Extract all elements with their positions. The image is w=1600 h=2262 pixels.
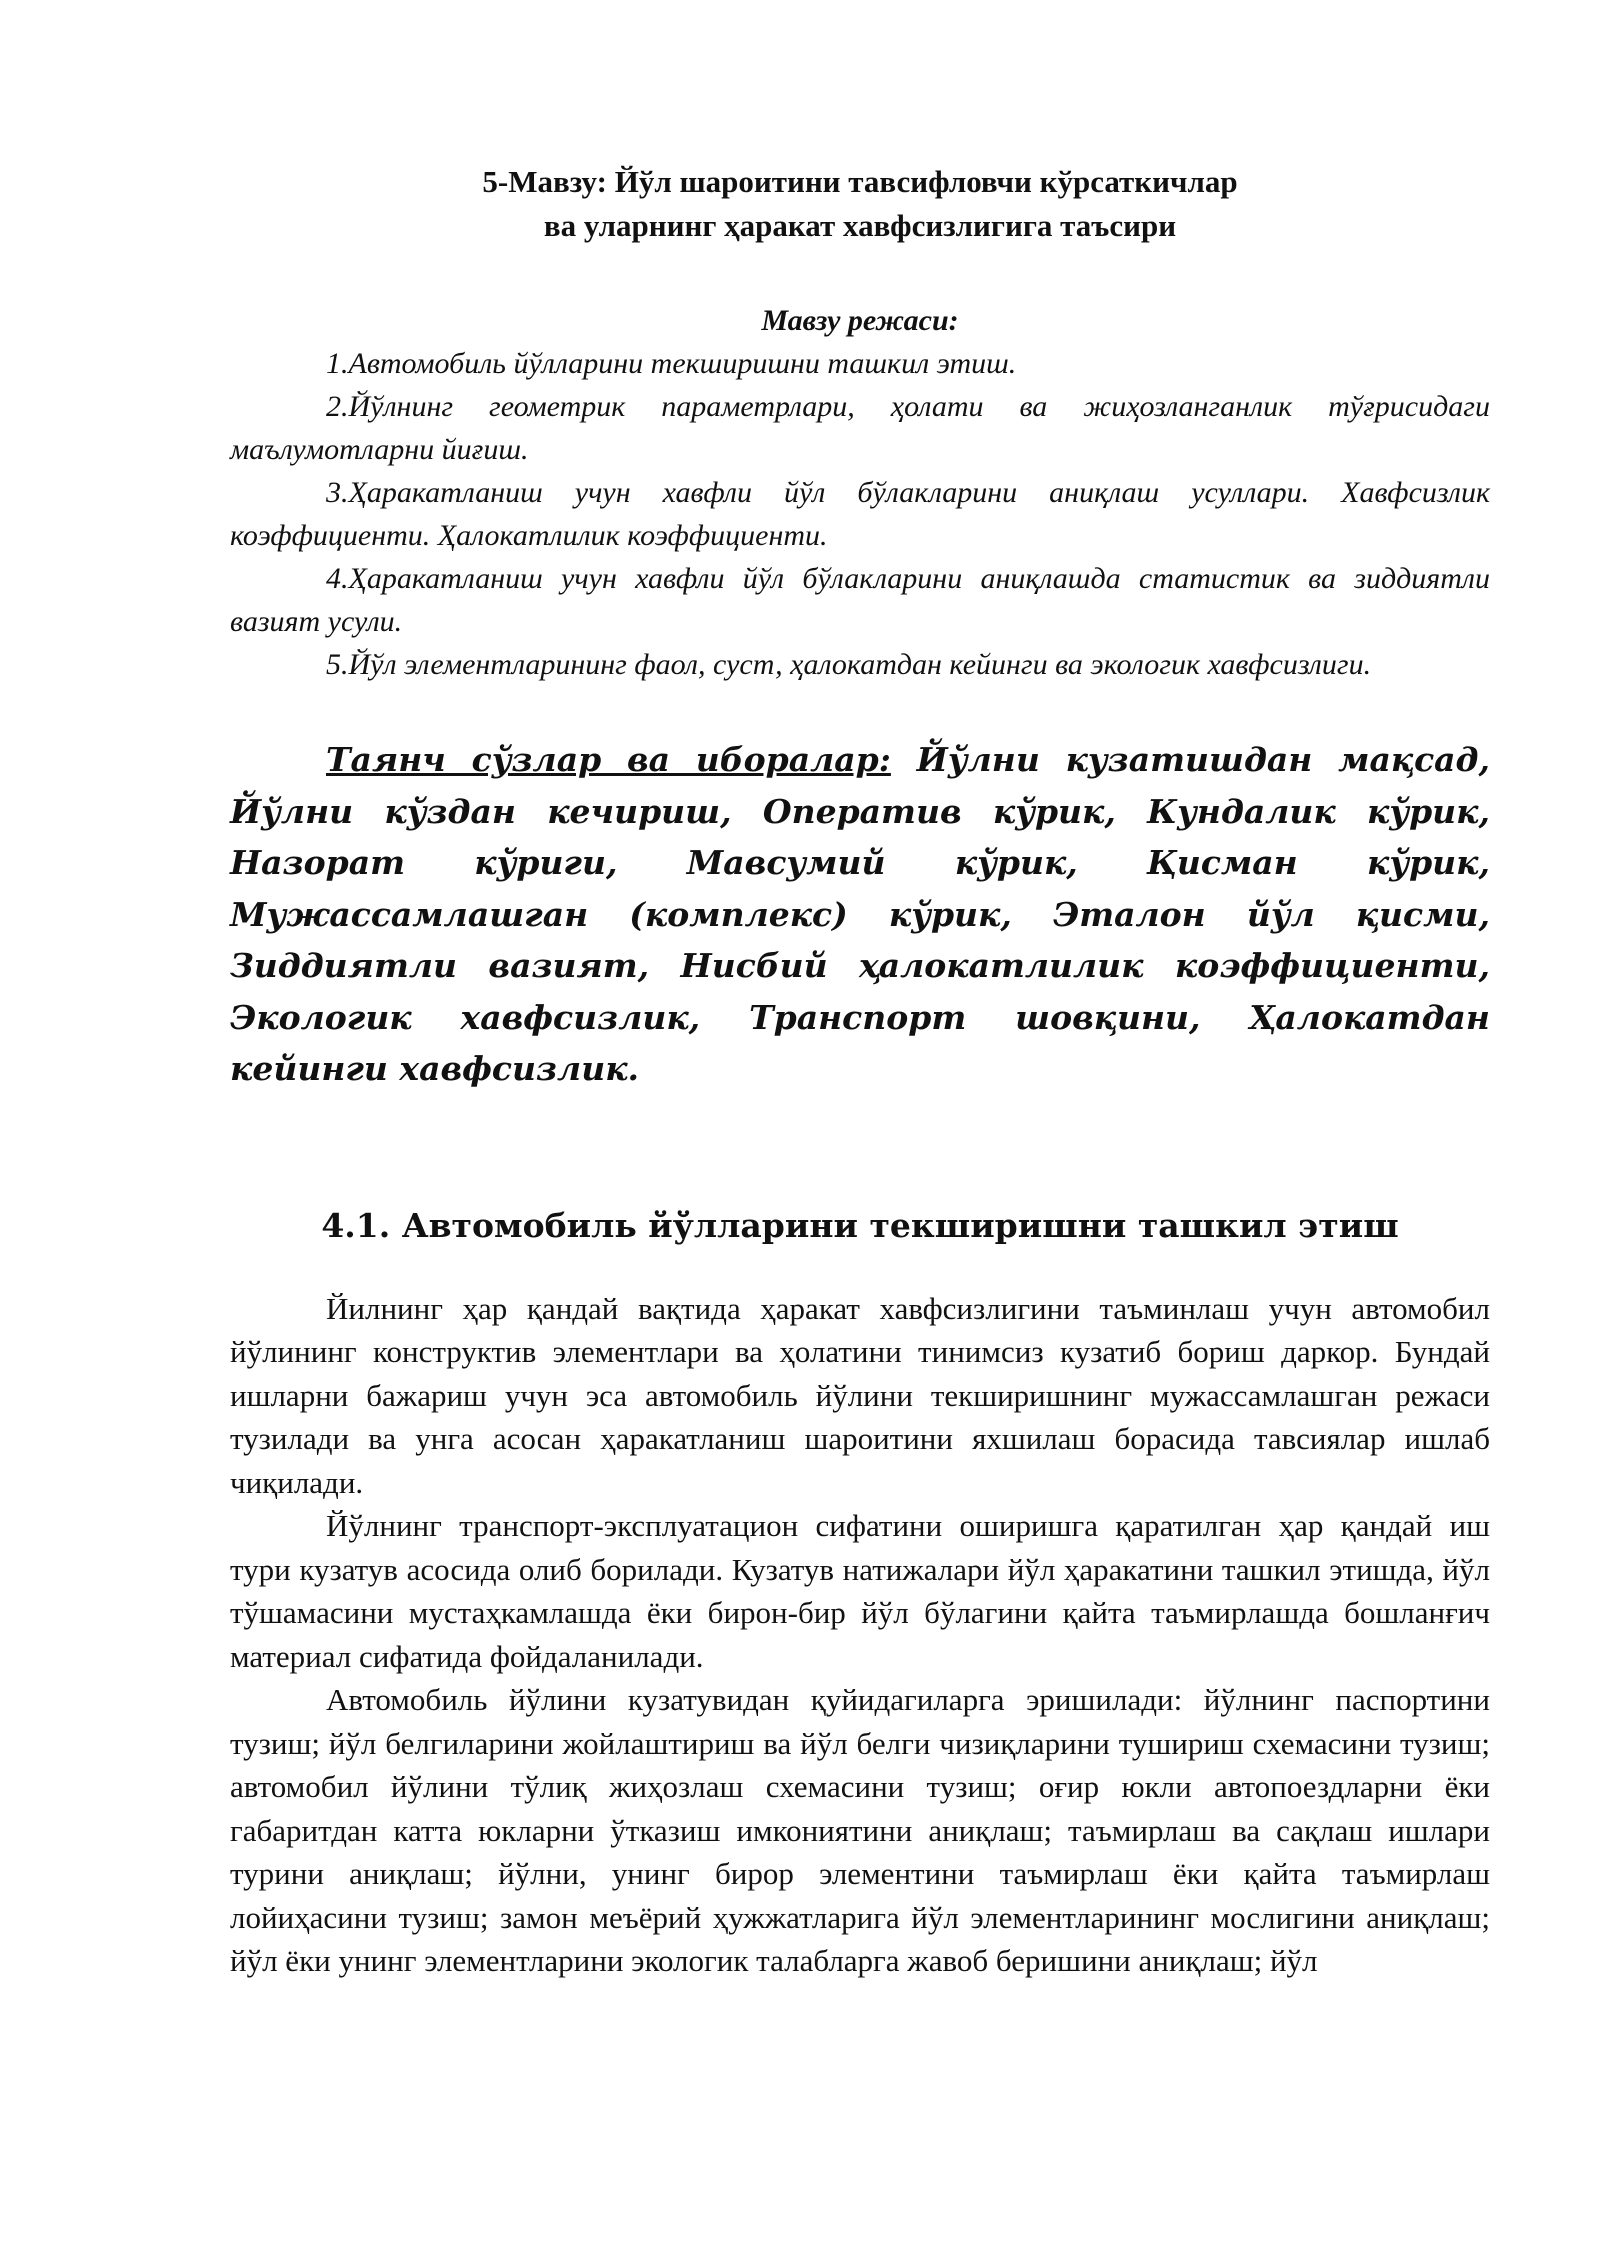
- topic-title-line-1: 5-Мавзу: Йўл шароитини тавсифловчи кўрсаткичлар: [482, 164, 1238, 199]
- keywords-label: Таянч сўзлар ва иборалар:: [326, 740, 891, 779]
- plan-item-3: 3.Ҳаракатланиш учун хавфли йўл бўлакларини аниқлаш усуллари. Хавфсизлик коэффициенти. Ҳалокатлилик коэффициенти.: [230, 476, 1490, 552]
- plan-item-4: 4.Ҳаракатланиш учун хавфли йўл бўлакларини аниқлашда статистик ва зиддиятли вазият усули.: [230, 562, 1490, 638]
- body-paragraph-3: Автомобиль йўлини кузатувидан қуйидагиларга эришилади: йўлнинг паспортини тузиш; йўл белгиларини жойлаштириш ва йўл белги чизиқларини тушириш схемасини тузиш; автомобил йўлини тўлиқ жиҳозлаш схемасини тузиш; оғир юкли автопоездларни ёки габаритдан катта юкларни ўтказиш имкониятини аниқлаш; таъмирлаш ва сақлаш ишлари турини аниқлаш; йўлни, унинг бирор элементини таъмирлаш ёки қайта таъмирлаш лойиҳасини тузиш; замон меъёрий ҳужжатларига йўл элементларининг мослигини аниқлаш; йўл ёки унинг элементларини экологик талабларга жавоб беришини аниқлаш; йўл: [230, 1682, 1490, 1978]
- section-title: 4.1. Автомобиль йўлларини текширишни ташкил этиш: [321, 1205, 1399, 1245]
- document-page: [230, 160, 1490, 1983]
- body-paragraph-1: Йилнинг ҳар қандай вақтида ҳаракат хавфсизлигини таъминлаш учун автомобил йўлининг конструктив элементлари ва ҳолатини тинимсиз кузатиб бориш даркор. Бундай ишларни бажариш учун эса автомобиль йўлини текширишнинг мужассамлашган режаси тузилади ва унга асосан ҳаракатланиш шароитини яхшилаш борасида тавсиялар ишлаб чиқилади.: [230, 1290, 1490, 1500]
- plan-item-2: 2.Йўлнинг геометрик параметрлари, ҳолати ва жиҳозланганлик тўғрисидаги маълумотларни йиғиш.: [230, 390, 1490, 466]
- plan-item-5: 5.Йўл элементларининг фаол, суст, ҳалокатдан кейинги ва экологик хавфсизлиги.: [326, 648, 1372, 681]
- topic-title-line-2: ва уларнинг ҳаракат хавфсизлигига таъсири: [543, 208, 1177, 243]
- topic-title: [230, 160, 1490, 248]
- section-body: [230, 1287, 1490, 1983]
- plan-heading: Мавзу режаси:: [761, 304, 959, 337]
- keywords-text: Йўлни кузатишдан мақсад, Йўлни кўздан кечириш, Оператив кўрик, Кундалик кўрик, Назорат кўриги, Мавсумий кўрик, Қисман кўрик, Мужассамлашган (комплекс) кўрик, Эталон йўл қисми, Зиддиятли вазият, Нисбий ҳалокатлилик коэффициенти, Экологик хавфсизлик, Транспорт шовқини, Ҳалокатдан кейинги хавфсизлик.: [230, 740, 1490, 1088]
- body-paragraph-2: Йўлнинг транспорт-эксплуатацион сифатини оширишга қаратилган ҳар қандай иш тури кузатув асосида олиб борилади. Кузатув натижалари йўл ҳаракатини ташкил этишда, йўл тўшамасини мустаҳкамлашда ёки бирон-бир йўл бўлагини қайта таъмирлашда бошланғич материал сифатида фойдаланилади.: [230, 1508, 1490, 1674]
- keywords-paragraph: [230, 734, 1490, 1095]
- plan-list: [230, 342, 1490, 686]
- plan-item-1: 1.Автомобиль йўлларини текширишни ташкил этиш.: [326, 347, 1017, 380]
